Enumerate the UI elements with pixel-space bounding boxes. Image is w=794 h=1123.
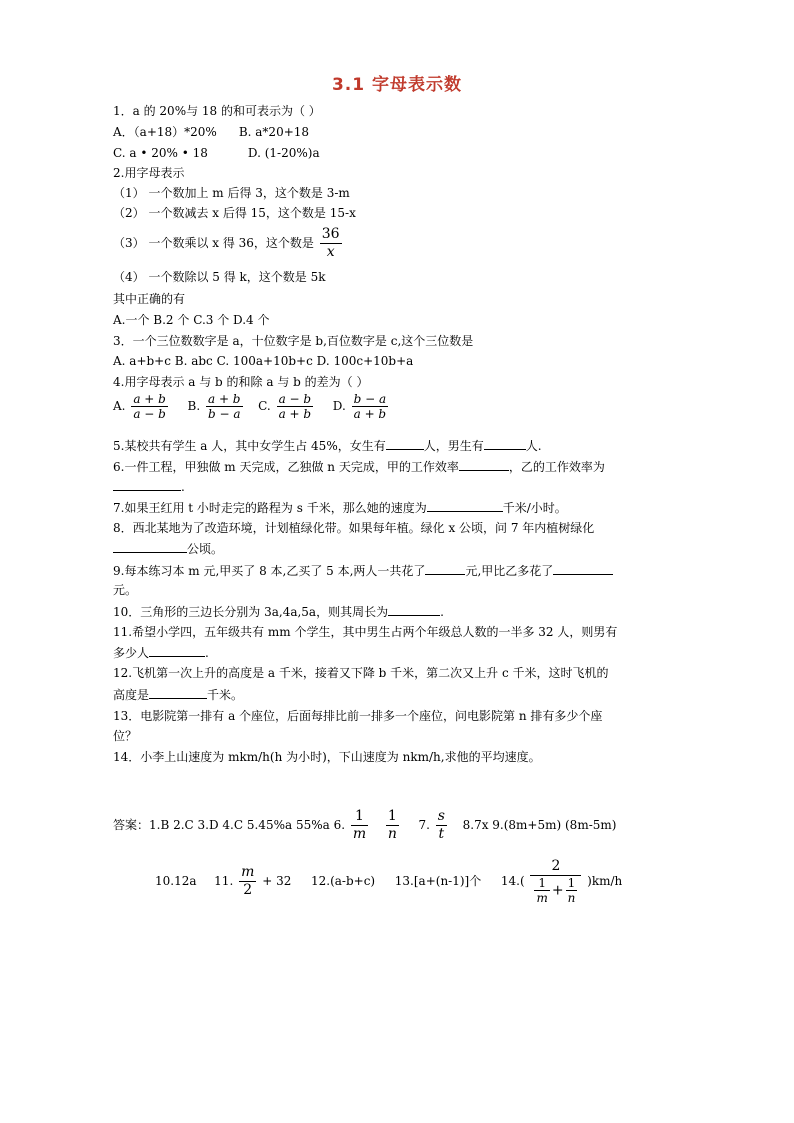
answer11-label: 11. — [214, 874, 234, 888]
q1-option-b: B. a*20+18 — [238, 125, 310, 139]
answers-row2 — [155, 858, 622, 905]
q4-options — [113, 392, 390, 421]
q3-stem: 3．一个三位数数字是 a，十位数字是 b,百位数字是 c,这个三位数是 — [113, 334, 474, 348]
q8-line2: 公顷。 — [113, 541, 223, 556]
answer14-tail: )km/h — [587, 874, 623, 888]
q1-options-row2 — [113, 146, 320, 160]
q1-stem: 1．a 的 20%与 18 的和可表示为（ ） — [113, 104, 321, 118]
q4-option-b-fraction: $\frac{a + b}{b - a}$ — [207, 392, 241, 421]
q11-line1: 11.希望小学四，五年级共有 mm 个学生，其中男生占两个年级总人数的一半多 32 人，则男有 — [113, 625, 618, 639]
q3-options: A. a+b+c B. abc C. 100a+10b+c D. 100c+10b+a — [113, 354, 414, 368]
q4-option-a-fraction: $\frac{a + b}{a - b}$ — [133, 392, 166, 421]
q4-stem: 4.用字母表示 a 与 b 的和除 a 与 b 的差为（ ） — [113, 375, 369, 389]
q13-line2: 位？ — [113, 729, 138, 743]
q4-option-c-label: C. — [258, 399, 271, 413]
q12-blank — [149, 687, 207, 699]
q8-blank — [113, 541, 187, 553]
answer11-fraction: $\frac{m}{2}$ — [241, 864, 255, 898]
q1-options-row1 — [113, 125, 309, 139]
answer13: 13.[a+(n-1)]个 — [394, 874, 482, 888]
q13-line1: 13．电影院第一排有 a 个座位，后面每排比前一排多一个座位，问电影院第 n 排有多少个座 — [113, 709, 603, 723]
q9-line2: 元。 — [113, 583, 138, 597]
q1-option-c: C. a • 20% • 18 — [113, 146, 208, 160]
answers-8-9: 8.7x 9.(8m+5m) (8m-5m) — [462, 818, 617, 832]
q12-line1: 12.飞机第一次上升的高度是 a 千米，接着又下降 b 千米，第二次又上升 c 千米，这时飞机的 — [113, 666, 609, 680]
q11-blank — [149, 645, 205, 657]
answer14-denominator-fraction-1: $\frac{1}{m}$ — [536, 876, 548, 905]
answer7-fraction: $\frac{s}{t}$ — [437, 808, 445, 842]
answer11-tail: + 32 — [262, 874, 292, 888]
q2-statement-3: （3） 一个数乘以 x 得 36，这个数是 $\frac{36}{x}$ — [113, 226, 340, 260]
q7-blank — [427, 500, 503, 512]
page-title: 3.1 字母表示数 — [331, 75, 463, 95]
q12-line2: 高度是 千米。 — [113, 688, 244, 702]
q5-line: 5.某校共有学生 a 人，其中女学生占 45%，女生有 人，男生有 人. — [113, 439, 542, 453]
q6-blank-yi — [113, 479, 181, 491]
q2-options: A.一个 B.2 个 C.3 个 D.4 个 — [113, 313, 270, 327]
q2-statement-1: （1） 一个数加上 m 后得 3，这个数是 3-m — [113, 186, 350, 200]
q14-line: 14．小李上山速度为 mkm/h(h 为小时)，下山速度为 nkm/h,求他的平均速度。 — [113, 750, 541, 764]
answer7-label: 7. — [418, 818, 430, 832]
q4-option-a-label: A. — [113, 399, 126, 413]
q2-stem: 2.用字母表示 — [113, 166, 185, 180]
q4-option-d-label: D. — [332, 399, 346, 413]
q5-blank-girls — [386, 438, 424, 450]
q10-line: 10．三角形的三边长分别为 3a,4a,5a，则其周长为 . — [113, 605, 444, 619]
q6-line1: 6.一件工程，甲独做 m 天完成，乙独做 n 天完成，甲的工作效率 ，乙的工作效率为 — [113, 460, 605, 474]
q9-line1: 9.每本练习本 m 元,甲买了 8 本,乙买了 5 本,两人一共花了 元,甲比乙多花了 — [113, 563, 613, 578]
q4-option-c-fraction: $\frac{a - b}{a + b}$ — [278, 392, 312, 421]
q1-option-d: D. (1-20%)a — [247, 146, 320, 160]
answers-label: 答案：1.B 2.C 3.D 4.C 5.45%a 55%a 6. — [113, 818, 346, 832]
q1-option-a: A．（a+18）*20% — [113, 125, 217, 139]
q11-line2: 多少人 . — [113, 646, 209, 660]
answer14-fraction: 2 $\frac{1}{m}$ + $\frac{1}{n}$ — [530, 858, 581, 905]
q5-blank-boys — [484, 438, 526, 450]
q2-statement-2: （2） 一个数减去 x 后得 15，这个数是 15-x — [113, 206, 356, 220]
answer6-fraction-1: $\frac{1}{m}$ — [352, 808, 367, 842]
q8-line1: 8．西北某地为了改造环境，计划植绿化带。如果每年植。绿化 x 公顷，问 7 年内植树绿化 — [113, 521, 595, 535]
q2-statement-4: （4） 一个数除以 5 得 k，这个数是 5k — [113, 270, 326, 284]
answer10: 10.12a — [155, 874, 197, 888]
answer14-label: 14.( — [500, 874, 525, 888]
answer6-fraction-2: $\frac{1}{n}$ — [387, 808, 397, 842]
answer12: 12.(a-b+c) — [311, 874, 376, 888]
answers-row1 — [113, 808, 616, 843]
q9-blank-total — [425, 563, 465, 575]
answer14-denominator-fraction-2: $\frac{1}{n}$ — [567, 876, 576, 905]
q9-blank-diff — [553, 563, 613, 575]
q6-blank-jia — [459, 459, 509, 471]
q2-question: 其中正确的有 — [113, 292, 186, 306]
q6-line2: . — [113, 479, 185, 494]
q7-line: 7.如果王红用 t 小时走完的路程为 s 千米，那么她的速度为 千米/小时。 — [113, 501, 567, 515]
q2-fraction-36-over-x: $\frac{36}{x}$ — [321, 226, 340, 260]
q4-option-d-fraction: $\frac{b - a}{a + b}$ — [353, 392, 387, 421]
q4-option-b-label: B. — [187, 399, 201, 413]
q10-blank — [388, 604, 440, 616]
